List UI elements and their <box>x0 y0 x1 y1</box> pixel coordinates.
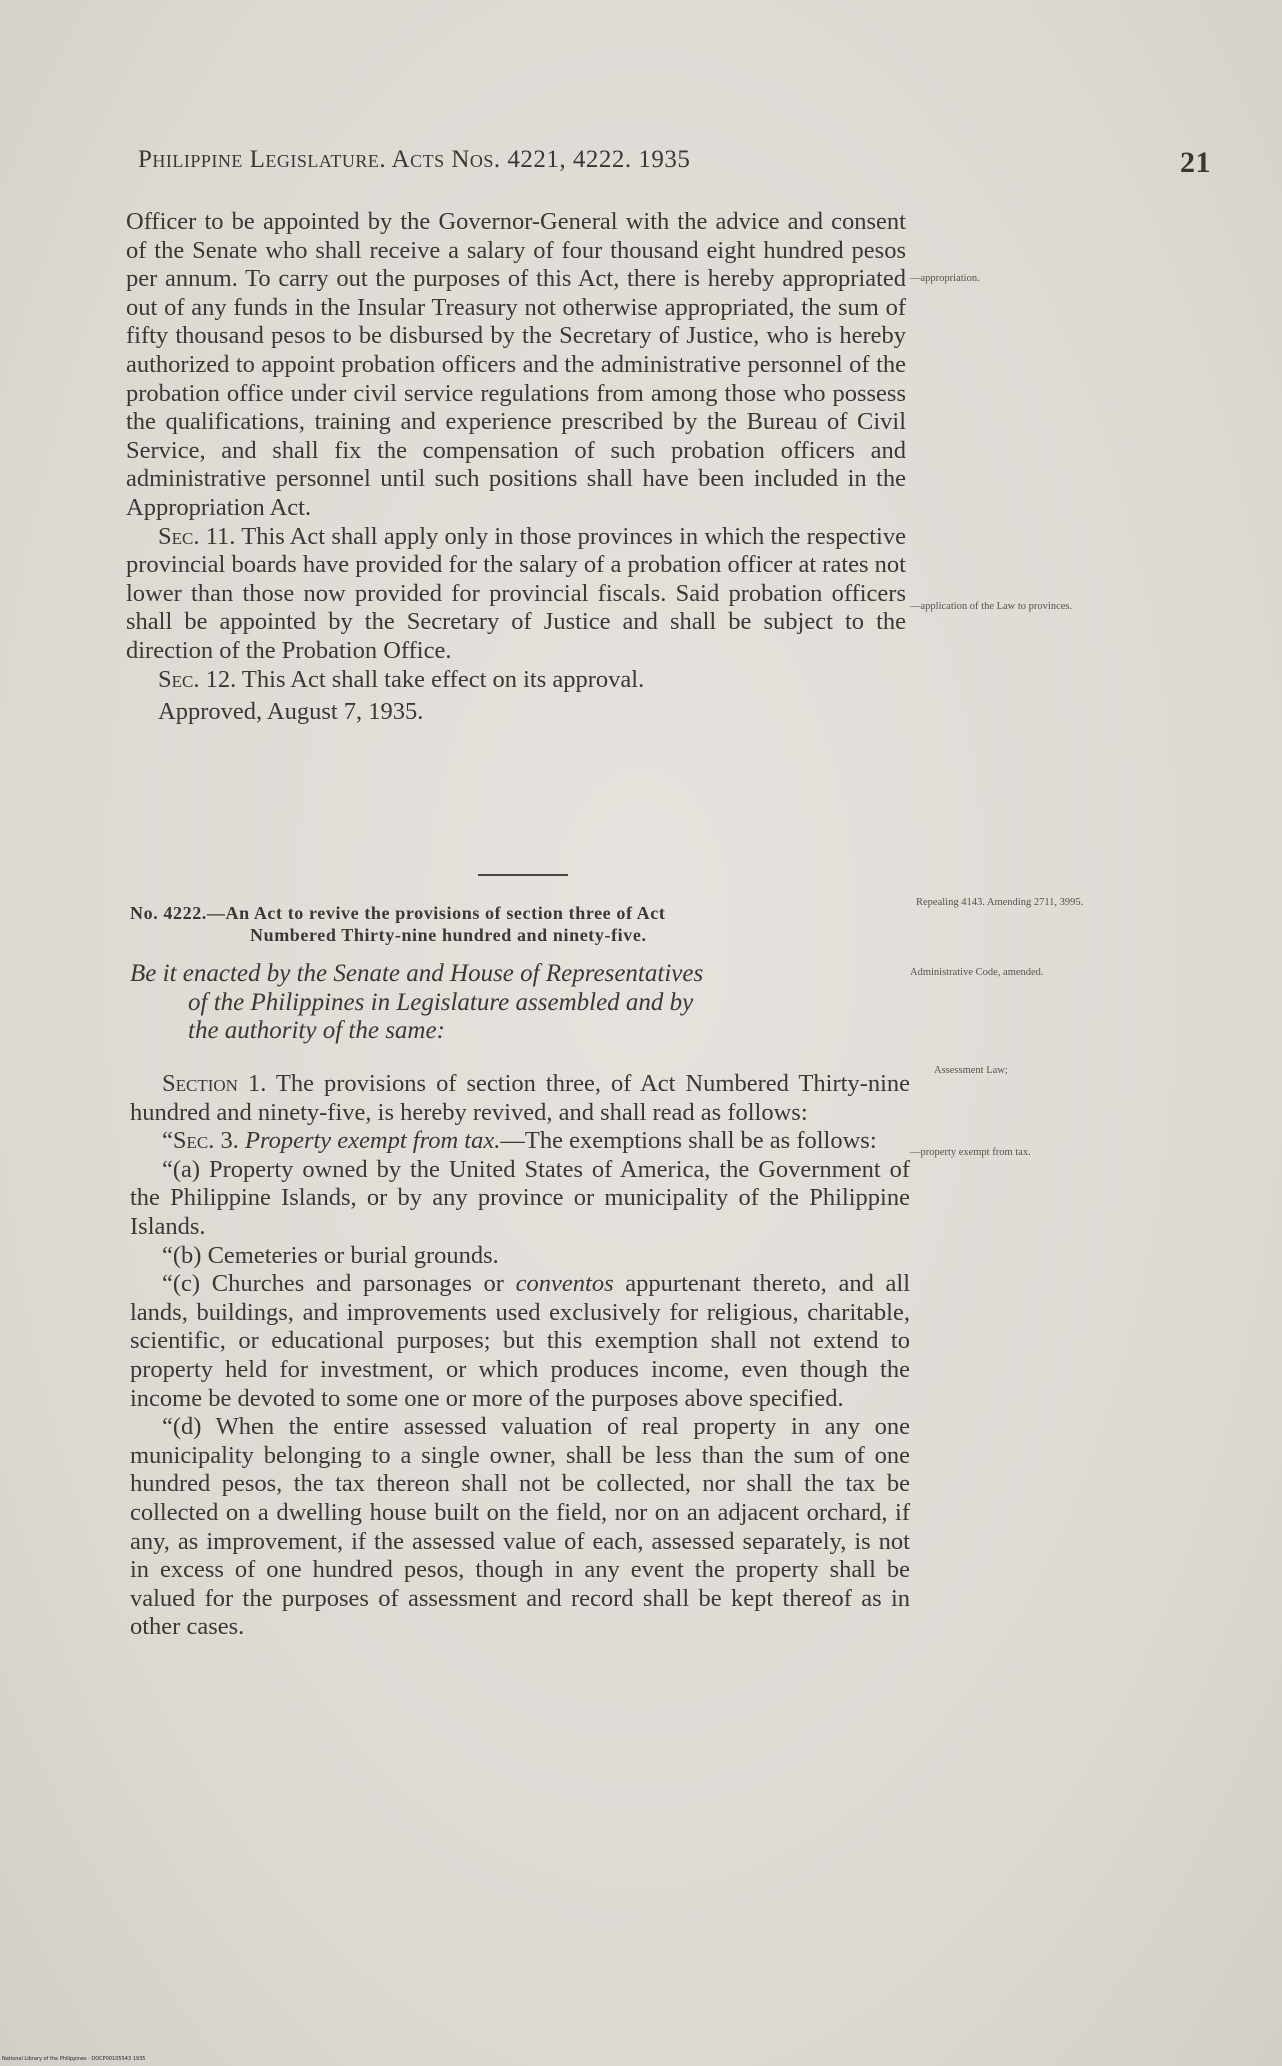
margin-note-property: —property exempt from tax. <box>910 1147 1031 1158</box>
act-4222-title <box>130 902 910 946</box>
sec-3-title: Property exempt from tax. <box>244 1127 501 1155</box>
act-4222-body <box>130 1070 910 1642</box>
section-1-text: The provisions of section three, of Act Numbered Thirty-nine hundred and ninety-five, is hereby revived, and shall read as follows: <box>130 1070 911 1126</box>
clause-d-text: When the entire assessed valuation of real property in any one municipality belonging to a single owner, shall be less than the sum of one hundred pesos, the tax thereon shall not be collected, nor shall the tax be collected on a dwelling house built on the field, nor on an adjacent orchard, if any, as improvement, if the assessed value of each, assessed separately, is not in excess of one hundred pesos, though in any event the property shall be valued for the purposes of assessment and record shall be kept thereof as in other cases. <box>130 1413 910 1641</box>
section-11-text: This Act shall apply only in those provinces in which the respective provincial boards have provided for the salary of a probation officer at rates not lower than those now provided for provincial fiscals. Said probation officers shall be appointed by the Secretary of Justice and shall be subject to the direction of the Probation Office. <box>126 522 906 664</box>
section-1-label: Section 1. <box>162 1070 267 1097</box>
section-12-label: Sec. 12. <box>158 665 237 693</box>
clause-c-text2: appurtenant thereto, and all lands, buildings, and improvements used exclusively for religious, charitable, scientific, or educational purposes; but this exemption shall not extend to property held for investment, or which produces income, even though the income be devoted to some one or more of the purposes above specified. <box>130 1270 911 1412</box>
approved-line: Approved, August 7, 1935. <box>158 698 424 726</box>
clause-b-label: “(b) <box>162 1241 202 1269</box>
clause-d-label: “(d) <box>162 1413 202 1441</box>
paragraph-appropriation: Officer to be appointed by the Governor-General with the advice and consent of the Senate who shall receive a salary of four thousand eight hundred pesos per annum. To carry out the purposes of this Act, there is hereby appropriated out of any funds in the Insular Treasury not otherwise appropriated, the sum of fifty thousand pesos to be disbursed by the Secretary of Justice, who is hereby authorized to appoint probation officers and the administrative personnel of the probation office under civil service regulations from among those who possess the qualifications, training and experience prescribed by the Bureau of Civil Service, and shall fix the compensation of such probation officers and administrative personnel until such positions shall have been included in the Appropriation Act. <box>126 208 906 521</box>
section-11-label: Sec. 11. <box>158 522 236 550</box>
section-12 <box>126 666 906 695</box>
margin-note-assessment: Assessment Law; <box>934 1065 1008 1076</box>
running-head: Philippine Legislature. Acts Nos. 4221, 4222. 1935 <box>138 146 691 173</box>
clause-b <box>130 1242 910 1271</box>
sec-3-heading <box>130 1127 910 1156</box>
margin-note-appropriation: —appropriation. <box>910 273 980 284</box>
act-4222-title-line1: No. 4222.—An Act to revive the provisions of section three of Act <box>130 903 666 923</box>
clause-c <box>130 1270 910 1413</box>
section-divider <box>478 874 568 876</box>
clause-a-label: “(a) <box>162 1155 201 1183</box>
clause-c-label: “(c) <box>162 1270 201 1298</box>
clause-d <box>130 1413 910 1642</box>
clause-c-text1: Churches and parsonages or <box>200 1270 516 1298</box>
clause-c-conventos: conventos <box>515 1270 614 1298</box>
section-11 <box>126 523 906 666</box>
page-number: 21 <box>1180 146 1211 179</box>
clause-a <box>130 1156 910 1242</box>
clause-a-text: Property owned by the United States of America, the Government of the Philippine Islands, or by any province or municipality of the Philippine Islands. <box>130 1155 910 1240</box>
section-1 <box>130 1070 910 1127</box>
clause-b-text: Cemeteries or burial grounds. <box>201 1241 499 1269</box>
enacting-line2: of the Philippines in Legislature assembled and by <box>188 988 694 1016</box>
sec-3-open: “Sec. 3. <box>162 1127 245 1155</box>
act-4221-continuation <box>126 208 906 727</box>
enacting-line3: the authority of the same: <box>188 1017 445 1045</box>
enacting-clause <box>130 960 910 1046</box>
act-4222-title-line2: Numbered Thirty-nine hundred and ninety-five. <box>250 925 647 945</box>
scan-footer: National Library of the Philippines · DOCP00105543 1935 <box>2 2056 146 2062</box>
margin-note-application: —application of the Law to provinces. <box>910 601 1073 612</box>
enacting-line1: Be it enacted by the Senate and House of Representatives <box>130 960 704 987</box>
section-12-text: This Act shall take effect on its approval. <box>236 665 645 693</box>
margin-note-repealing: Repealing 4143. Amending 2711, 3995. <box>916 897 1084 908</box>
margin-note-admin-code: Administrative Code, amended. <box>910 967 1044 978</box>
sec-3-text: —The exemptions shall be as follows: <box>500 1127 877 1155</box>
